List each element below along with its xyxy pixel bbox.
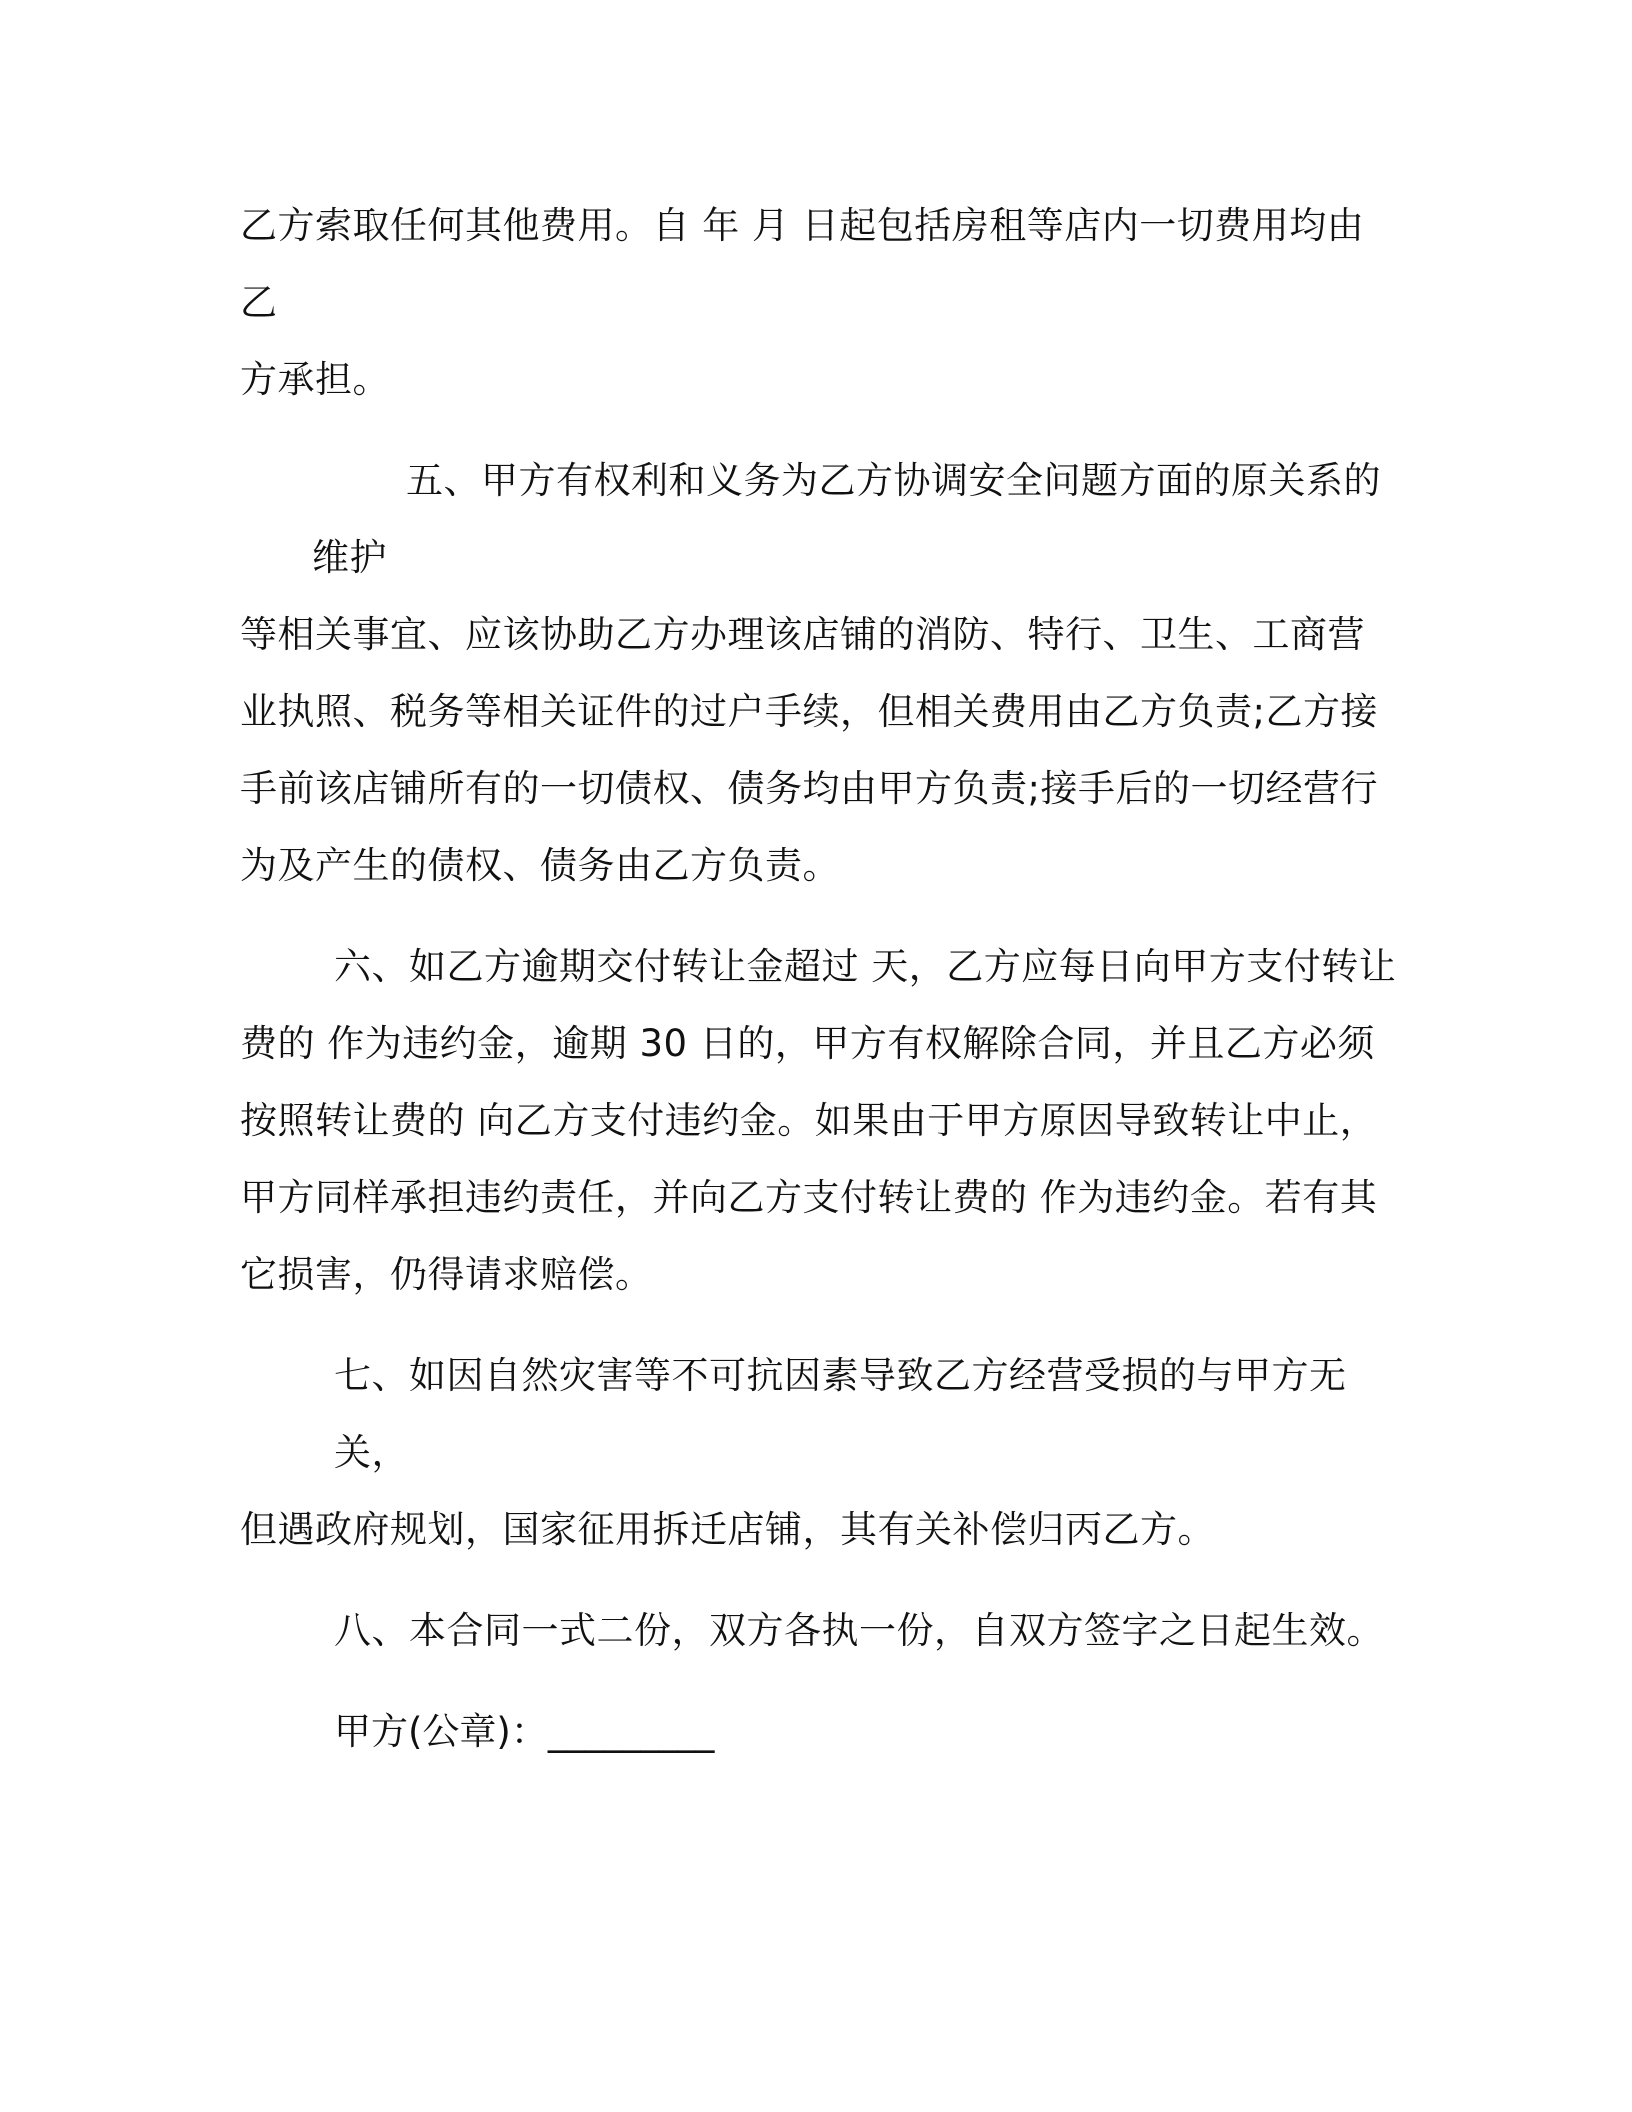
signature-label: 甲方(公章)：	[334, 1710, 548, 1753]
text-line: 但遇政府规划，国家征用拆迁店铺，其有关补偿归丙乙方。	[240, 1508, 1215, 1551]
text-line: 八、本合同一式二份，双方各执一份，自双方签字之日起生效。	[334, 1609, 1384, 1652]
text-line: 七、如因自然灾害等不可抗因素导致乙方经营受损的与甲方无关，	[334, 1354, 1347, 1474]
signature-party-a	[240, 1693, 1400, 1770]
paragraph-clause-7	[240, 1337, 1400, 1568]
text-line: 乙方索取任何其他费用。自 年 月 日起包括房租等店内一切费用均由乙	[240, 204, 1365, 324]
document-body	[240, 187, 1400, 1770]
text-line: 按照转让费的 向乙方支付违约金。如果由于甲方原因导致转让中止，	[240, 1099, 1378, 1142]
paragraph-clause-6	[240, 928, 1400, 1313]
paragraph-continuation	[240, 187, 1400, 418]
text-line: 它损害，仍得请求赔偿。	[240, 1253, 653, 1296]
text-line: 为及产生的债权、债务由乙方负责。	[240, 844, 840, 887]
text-line: 费的 作为违约金，逾期 30 日的，甲方有权解除合同，并且乙方必须	[240, 1022, 1375, 1065]
text-line: 五、甲方有权利和义务为乙方协调安全问题方面的原关系的维护	[312, 459, 1381, 579]
text-line: 等相关事宜、应该协助乙方办理该店铺的消防、特行、卫生、工商营	[240, 613, 1365, 656]
text-line: 六、如乙方逾期交付转让金超过 天，乙方应每日向甲方支付转让	[334, 945, 1397, 988]
text-line: 甲方同样承担违约责任，并向乙方支付转让费的 作为违约金。若有其	[240, 1176, 1378, 1219]
paragraph-clause-5	[240, 442, 1400, 904]
text-line: 方承担。	[240, 358, 390, 401]
paragraph-clause-8	[240, 1592, 1400, 1669]
text-line: 手前该店铺所有的一切债权、债务均由甲方负责;接手后的一切经营行	[240, 767, 1378, 810]
signature-blank: _________	[547, 1710, 715, 1753]
text-line: 业执照、税务等相关证件的过户手续，但相关费用由乙方负责;乙方接	[240, 690, 1378, 733]
